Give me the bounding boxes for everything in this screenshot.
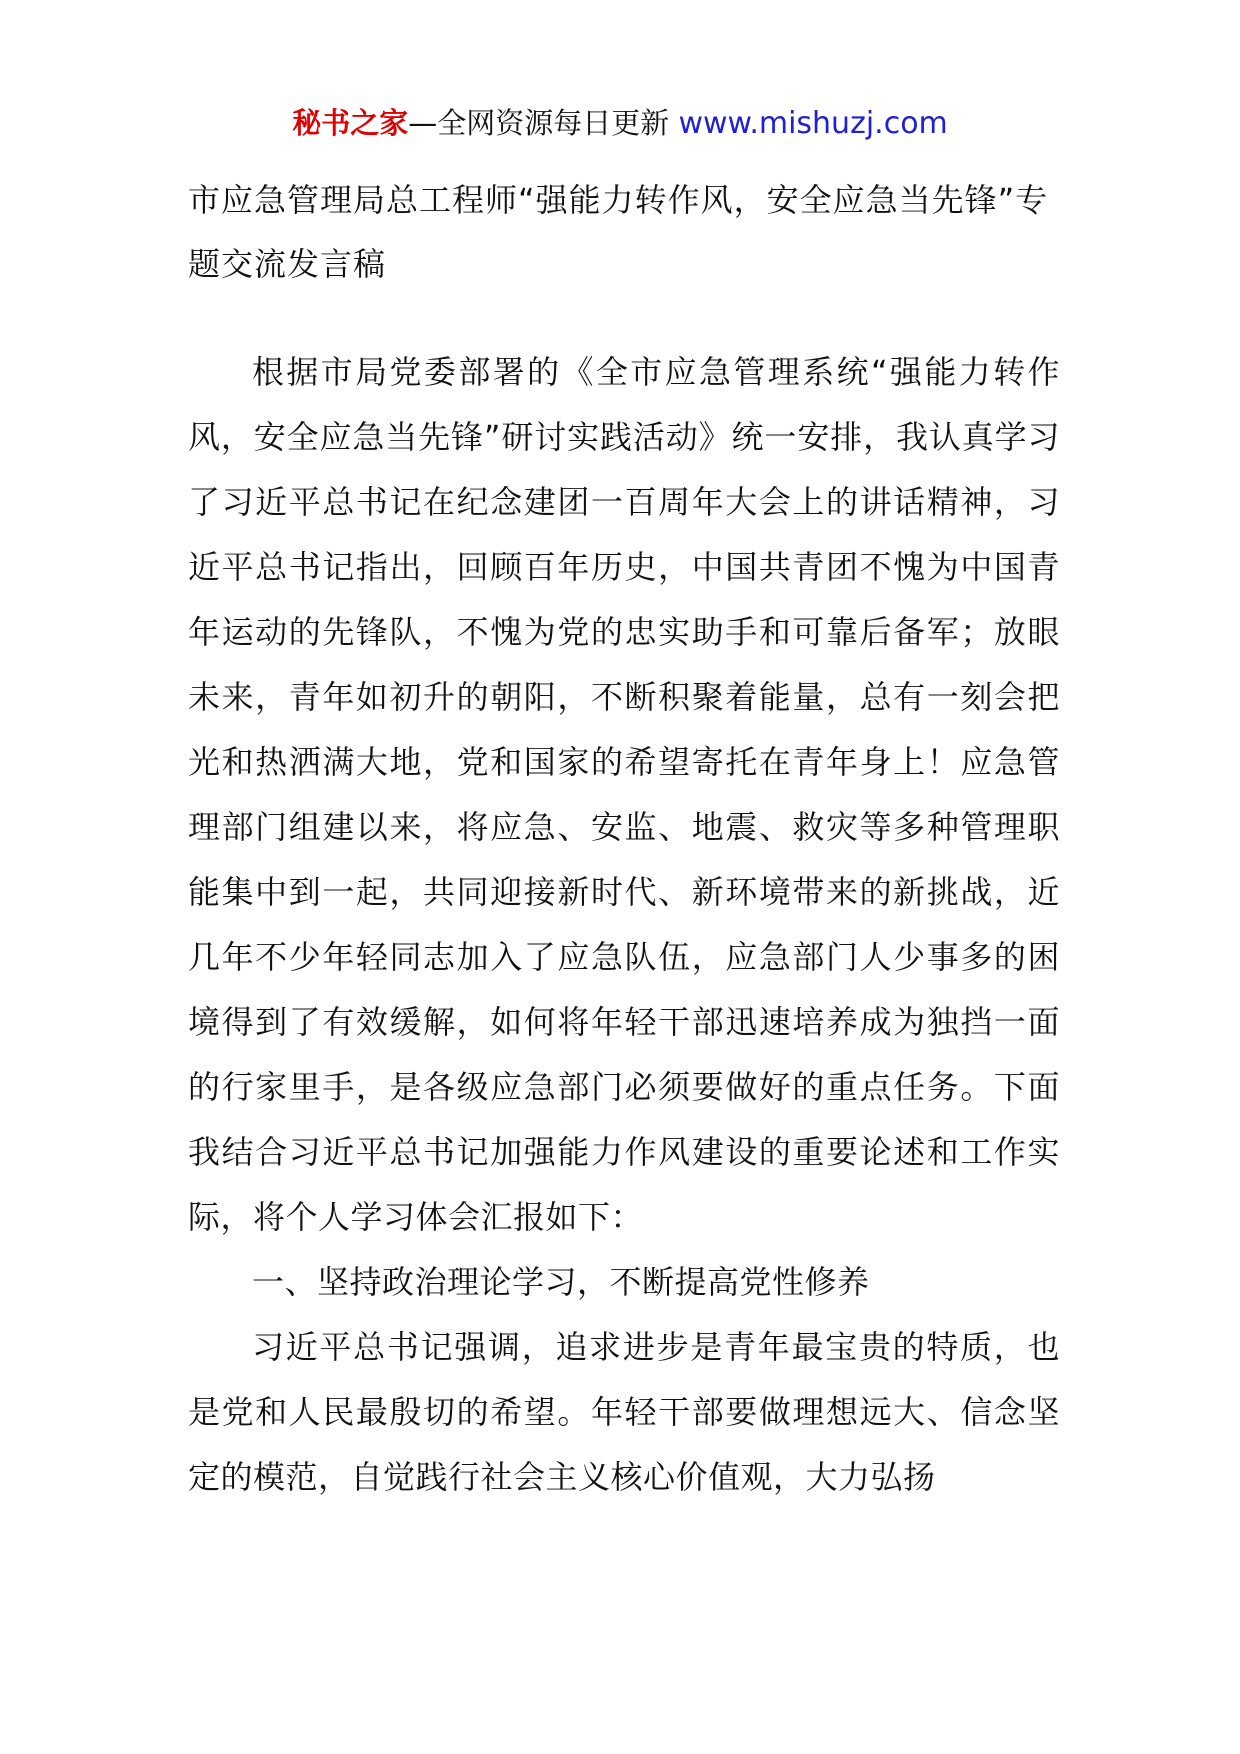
site-brand: 秘书之家 <box>292 106 409 140</box>
document-title: 市应急管理局总工程师“强能力转作风，安全应急当先锋”专题交流发言稿 <box>188 181 1049 283</box>
site-header <box>0 100 1240 147</box>
section-heading-1: 一、坚持政治理论学习，不断提高党性修养 <box>252 1263 870 1301</box>
document-body <box>188 168 1060 1510</box>
site-url-link[interactable]: www.mishuzj.com <box>678 106 948 141</box>
site-tagline: —全网资源每日更新 <box>408 106 679 140</box>
paragraph-intro: 根据市局党委部署的《全市应急管理系统“强能力转作风，安全应急当先锋”研讨实践活动》统一安排，我认真学习了习近平总书记在纪念建团一百周年大会上的讲话精神，习近平总书记指出，回顾百年历史，中国共青团不愧为中国青年运动的先锋队，不愧为党的忠实助手和可靠后备军；放眼未来，青年如初升的朝阳，不断积聚着能量，总有一刻会把光和热洒满大地，党和国家的希望寄托在青年身上！应急管理部门组建以来，将应急、安监、地震、救灾等多种管理职能集中到一起，共同迎接新时代、新环境带来的新挑战，近几年不少年轻同志加入了应急队伍，应急部门人少事多的困境得到了有效缓解，如何将年轻干部迅速培养成为独挡一面的行家里手，是各级应急部门必须要做好的重点任务。下面我结合习近平总书记加强能力作风建设的重要论述和工作实际，将个人学习体会汇报如下： <box>188 353 1060 1236</box>
title-spacer <box>188 296 1060 340</box>
paragraph-section-1: 习近平总书记强调，追求进步是青年最宝贵的特质，也是党和人民最殷切的希望。年轻干部要做理想远大、信念坚定的模范，自觉践行社会主义核心价值观，大力弘扬 <box>188 1328 1060 1496</box>
